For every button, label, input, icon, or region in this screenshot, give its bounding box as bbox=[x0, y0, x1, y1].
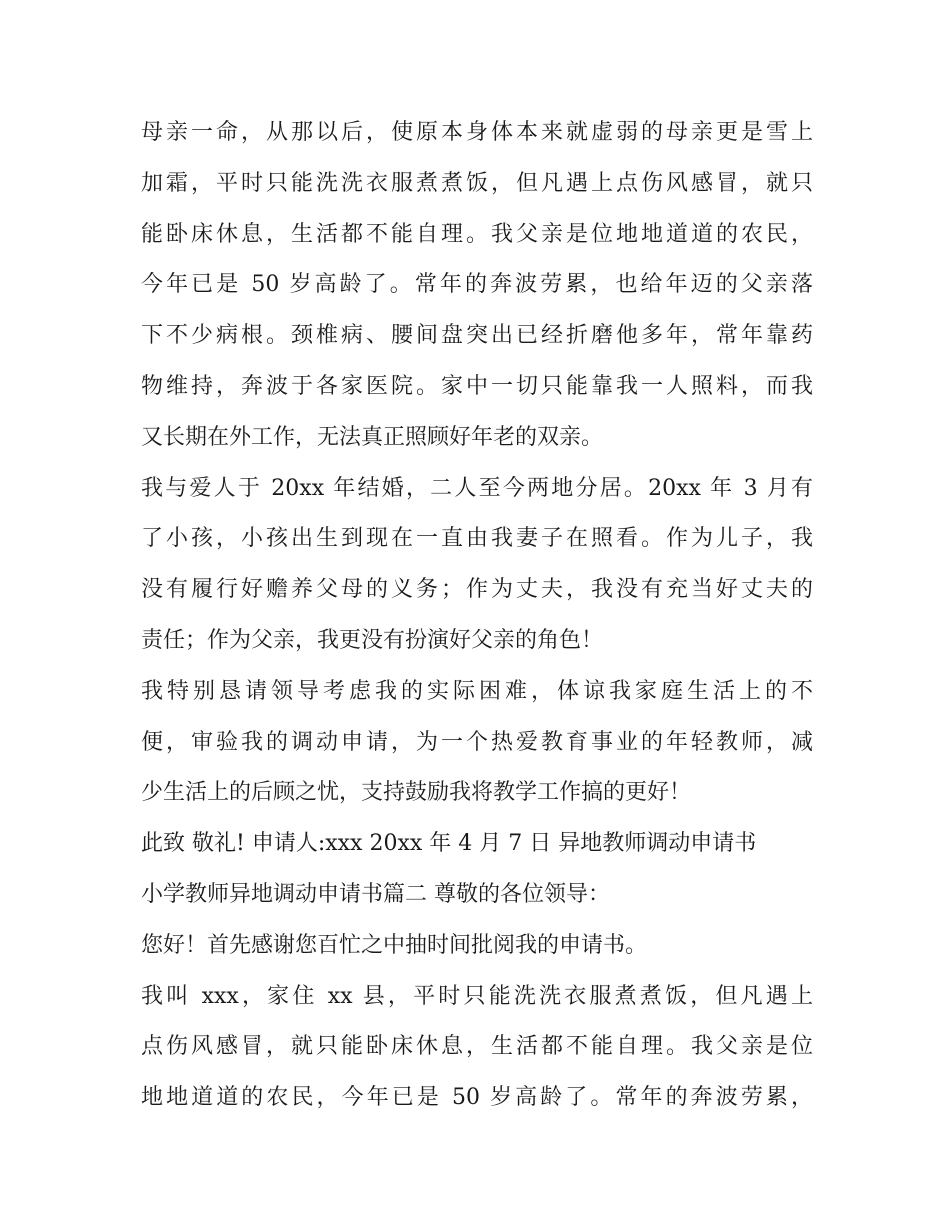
text-line-9: 了小孩，小孩出生到现在一直由我妻子在照看。作为儿子，我 bbox=[141, 526, 813, 552]
document-body bbox=[141, 108, 813, 1124]
text-line-15: 此致 敬礼! 申请人:xxx 20xx 年 4 月 7 日 异地教师调动申请书 bbox=[141, 831, 757, 857]
text-line-5: 下不少病根。颈椎病、腰间盘突出已经折磨他多年，常年靠药 bbox=[141, 323, 813, 349]
text-line-2: 加霜，平时只能洗洗衣服煮煮饭，但凡遇上点伤风感冒，就只 bbox=[141, 170, 813, 196]
text-line-11: 责任；作为父亲，我更没有扮演好父亲的角色！ bbox=[141, 627, 604, 653]
text-line-12: 我特别恳请领导考虑我的实际困难，体谅我家庭生活上的不 bbox=[141, 678, 813, 704]
text-line-20: 地地道道的农民，今年已是 50 岁高龄了。常年的奔波劳累， bbox=[141, 1085, 813, 1111]
text-line-1: 母亲一命，从那以后，使原本身体本来就虚弱的母亲更是雪上 bbox=[141, 120, 813, 145]
text-line-3: 能卧床休息，生活都不能自理。我父亲是位地地道道的农民， bbox=[141, 221, 813, 247]
text-line-10: 没有履行好赡养父母的义务；作为丈夫，我没有充当好丈夫的 bbox=[141, 577, 813, 603]
text-line-13: 便，审验我的调动申请，为一个热爱教育事业的年轻教师，减 bbox=[141, 729, 813, 755]
text-line-14: 少生活上的后顾之忧，支持鼓励我将教学工作搞的更好！ bbox=[141, 780, 692, 806]
text-line-18: 我叫 xxx，家住 xx 县，平时只能洗洗衣服煮煮饭，但凡遇上 bbox=[141, 983, 813, 1009]
text-line-19: 点伤风感冒，就只能卧床休息，生活都不能自理。我父亲是位 bbox=[141, 1034, 813, 1060]
text-line-6: 物维持，奔波于各家医院。家中一切只能靠我一人照料，而我 bbox=[141, 373, 813, 399]
text-line-16: 小学教师异地调动申请书篇二 尊敬的各位领导： bbox=[141, 881, 610, 907]
text-line-7: 又长期在外工作，无法真正照顾好年老的双亲。 bbox=[141, 424, 604, 450]
text-line-4: 今年已是 50 岁高龄了。常年的奔波劳累，也给年迈的父亲落 bbox=[141, 272, 813, 298]
text-line-17: 您好！首先感谢您百忙之中抽时间批阅我的申请书。 bbox=[141, 932, 648, 958]
text-line-8: 我与爱人于 20xx 年结婚，二人至今两地分居。20xx 年 3 月有 bbox=[141, 475, 813, 501]
